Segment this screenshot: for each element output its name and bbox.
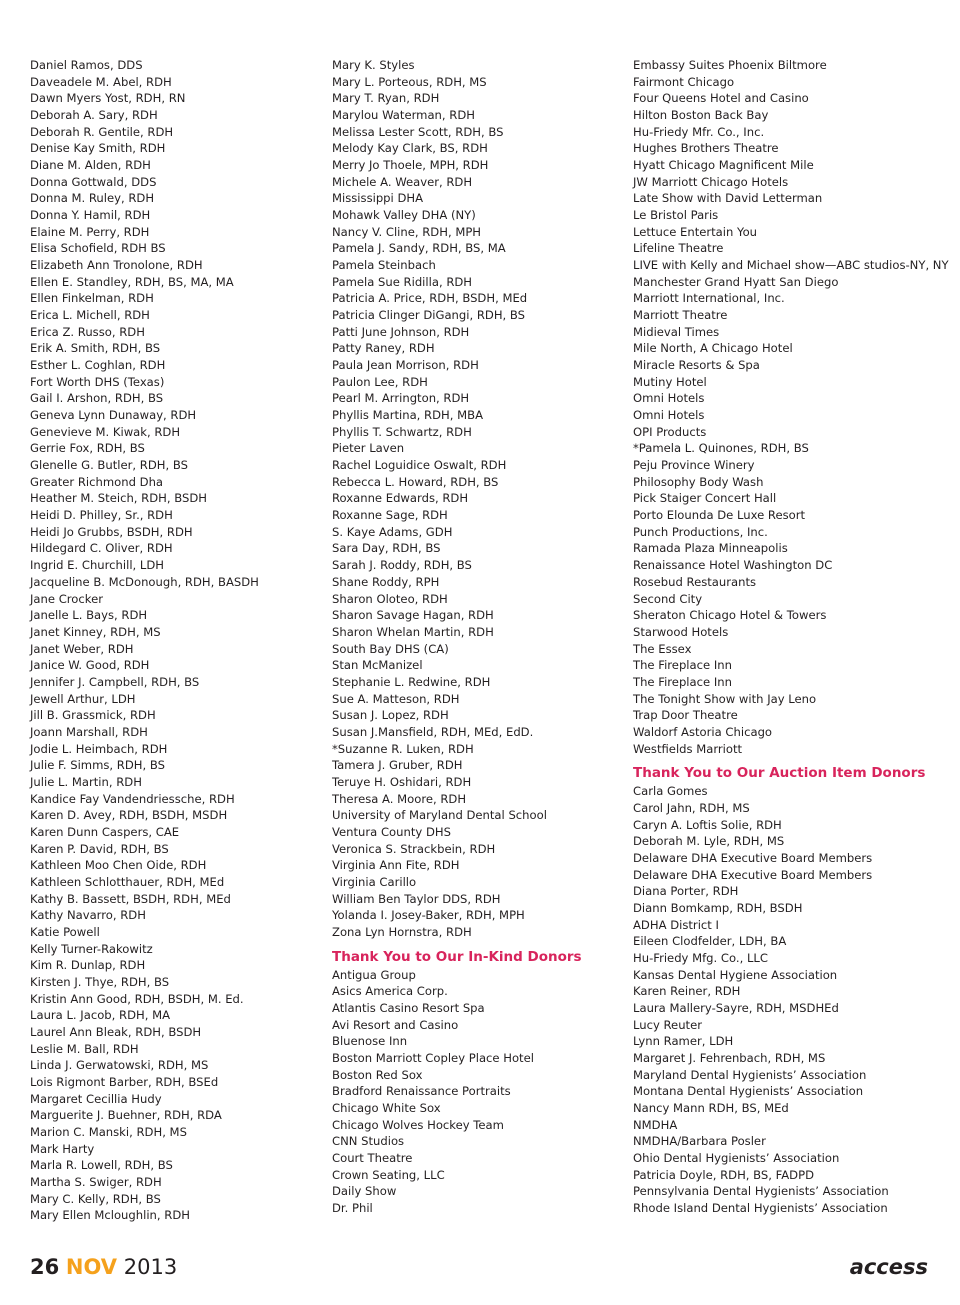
list-item: Mohawk Valley DHA (NY): [332, 208, 476, 223]
list-item: Laura Mallery-Sayre, RDH, MSDHEd: [633, 1000, 839, 1015]
list-item: Donna M. Ruley, RDH: [30, 191, 155, 206]
list-item: Pieter Laven: [332, 441, 405, 456]
list-item: Phyllis Martina, RDH, MBA: [332, 408, 484, 423]
list-item: Marylou Waterman, RDH: [332, 108, 475, 123]
column-1: [30, 57, 320, 1224]
list-item: Phyllis T. Schwartz, RDH: [332, 424, 472, 439]
list-item: Embassy Suites Phoenix Biltmore: [633, 58, 827, 72]
list-item: Heidi D. Philley, Sr., RDH: [30, 508, 173, 523]
section-heading: Thank You to Our Auction Item Donors: [633, 765, 926, 782]
list-item: *Pamela L. Quinones, RDH, BS: [633, 441, 809, 456]
list-item: Hu-Friedy Mfr. Co., Inc.: [633, 124, 765, 139]
list-item: Kim R. Dunlap, RDH: [30, 958, 146, 973]
list-item: Kathy B. Bassett, BSDH, RDH, MEd: [30, 891, 231, 906]
list-item: Second City: [633, 591, 703, 606]
list-item: Delaware DHA Executive Board Members: [633, 867, 873, 882]
list-item: Kathy Navarro, RDH: [30, 908, 146, 923]
list-item: Bluenose Inn: [332, 1034, 408, 1049]
list-item: University of Maryland Dental School: [332, 808, 547, 823]
list-item: Genevieve M. Kiwak, RDH: [30, 424, 181, 439]
list-item: Patty Raney, RDH: [332, 341, 435, 356]
list-item: Elaine M. Perry, RDH: [30, 224, 150, 239]
list-item: Kansas Dental Hygiene Association: [633, 967, 838, 982]
donor-list: [30, 57, 320, 1224]
list-item: Erica L. Michell, RDH: [30, 308, 150, 323]
list-item: Mississippi DHA: [332, 191, 424, 206]
list-item: The Fireplace Inn: [633, 674, 732, 689]
list-item: Patricia Clinger DiGangi, RDH, BS: [332, 308, 526, 323]
list-item: Nancy Mann RDH, BS, MEd: [633, 1100, 789, 1115]
list-item: Mary K. Styles: [332, 58, 415, 72]
column-2: [332, 57, 622, 1217]
list-item: Janelle L. Bays, RDH: [30, 608, 148, 623]
list-item: Margaret J. Fehrenbach, RDH, MS: [633, 1050, 826, 1065]
list-item: Greater Richmond Dha: [30, 474, 164, 489]
list-item: Sharon Savage Hagan, RDH: [332, 608, 494, 623]
list-item: Fairmont Chicago: [633, 74, 735, 89]
list-item: Ramada Plaza Minneapolis: [633, 541, 788, 556]
list-item: Ventura County DHS: [332, 824, 451, 839]
list-item: Diana Porter, RDH: [633, 884, 739, 899]
list-item: Kirsten J. Thye, RDH, BS: [30, 974, 170, 989]
list-item: Karen Dunn Caspers, CAE: [30, 824, 180, 839]
list-item: Teruye H. Oshidari, RDH: [332, 774, 472, 789]
list-item: Ellen E. Standley, RDH, BS, MA, MA: [30, 274, 234, 289]
list-item: Lifeline Theatre: [633, 241, 724, 256]
column-3: [633, 57, 953, 1217]
list-item: Miracle Resorts & Spa: [633, 358, 760, 373]
list-item: Pearl M. Arrington, RDH: [332, 391, 470, 406]
list-item: Sharon Whelan Martin, RDH: [332, 624, 494, 639]
list-item: Veronica S. Strackbein, RDH: [332, 841, 496, 856]
list-item: Yolanda I. Josey-Baker, RDH, MPH: [332, 908, 525, 923]
donor-list: [332, 57, 622, 941]
list-item: Daniel Ramos, DDS: [30, 58, 143, 72]
list-item: Rachel Loguidice Oswalt, RDH: [332, 458, 507, 473]
list-item: Esther L. Coghlan, RDH: [30, 358, 166, 373]
list-item: Jane Crocker: [30, 591, 103, 606]
list-item: Zona Lyn Hornstra, RDH: [332, 924, 472, 939]
list-item: Paula Jean Morrison, RDH: [332, 358, 479, 373]
list-item: Dawn Myers Yost, RDH, RN: [30, 91, 186, 106]
list-item: Laurel Ann Bleak, RDH, BSDH: [30, 1024, 202, 1039]
list-item: Midieval Times: [633, 324, 720, 339]
list-item: Avi Resort and Casino: [332, 1017, 459, 1032]
list-item: Sarah J. Roddy, RDH, BS: [332, 558, 472, 573]
list-item: Katie Powell: [30, 924, 100, 939]
list-item: Delaware DHA Executive Board Members: [633, 850, 873, 865]
list-item: Virginia Carillo: [332, 874, 417, 889]
list-item: Maryland Dental Hygienists’ Association: [633, 1067, 867, 1082]
list-item: CNN Studios: [332, 1134, 405, 1149]
list-item: Pamela J. Sandy, RDH, BS, MA: [332, 241, 506, 256]
page-footer-date: [30, 1253, 177, 1281]
list-item: LIVE with Kelly and Michael show—ABC studios-NY, NY: [633, 258, 949, 273]
list-item: Roxanne Edwards, RDH: [332, 491, 469, 506]
list-item: Pamela Steinbach: [332, 258, 436, 273]
publication-name: access: [849, 1255, 928, 1279]
list-item: Rebecca L. Howard, RDH, BS: [332, 474, 499, 489]
list-item: Margaret Cecillia Hudy: [30, 1091, 162, 1106]
list-item: Stephanie L. Redwine, RDH: [332, 674, 491, 689]
list-item: Patricia Doyle, RDH, BS, FADPD: [633, 1167, 815, 1182]
list-item: Nancy V. Cline, RDH, MPH: [332, 224, 482, 239]
list-item: S. Kaye Adams, GDH: [332, 524, 453, 539]
list-item: Virginia Ann Fite, RDH: [332, 858, 460, 873]
list-item: Donna Gottwald, DDS: [30, 174, 157, 189]
list-item: Elizabeth Ann Tronolone, RDH: [30, 258, 203, 273]
list-item: Bradford Renaissance Portraits: [332, 1084, 511, 1099]
list-item: Carla Gomes: [633, 784, 708, 799]
list-item: *Suzanne R. Luken, RDH: [332, 741, 474, 756]
list-item: Le Bristol Paris: [633, 208, 719, 223]
list-item: Ellen Finkelman, RDH: [30, 291, 154, 306]
list-item: Rhode Island Dental Hygienists’ Association: [633, 1201, 888, 1216]
list-item: Mary T. Ryan, RDH: [332, 91, 440, 106]
list-item: Crown Seating, LLC: [332, 1167, 445, 1182]
list-item: Julie L. Martin, RDH: [30, 774, 142, 789]
list-item: Gail I. Arshon, RDH, BS: [30, 391, 164, 406]
list-item: Lucy Reuter: [633, 1017, 702, 1032]
list-item: Susan J.Mansfield, RDH, MEd, EdD.: [332, 724, 534, 739]
list-item: Omni Hotels: [633, 408, 705, 423]
list-item: Susan J. Lopez, RDH: [332, 708, 449, 723]
list-item: Hyatt Chicago Magnificent Mile: [633, 158, 814, 173]
list-item: Sue A. Matteson, RDH: [332, 691, 460, 706]
list-item: Antigua Group: [332, 967, 416, 982]
list-item: Mary C. Kelly, RDH, BS: [30, 1191, 161, 1206]
list-item: Caryn A. Loftis Solie, RDH: [633, 817, 782, 832]
list-item: Jewell Arthur, LDH: [30, 691, 136, 706]
list-item: Elisa Schofield, RDH BS: [30, 241, 166, 256]
list-item: Shane Roddy, RPH: [332, 574, 440, 589]
list-item: Melissa Lester Scott, RDH, BS: [332, 124, 504, 139]
list-item: Sheraton Chicago Hotel & Towers: [633, 608, 827, 623]
list-item: Jennifer J. Campbell, RDH, BS: [30, 674, 200, 689]
list-item: Fort Worth DHS (Texas): [30, 374, 165, 389]
list-item: Porto Elounda De Luxe Resort: [633, 508, 806, 523]
list-item: Asics America Corp.: [332, 984, 448, 999]
list-item: Deborah R. Gentile, RDH: [30, 124, 174, 139]
list-item: Lynn Ramer, LDH: [633, 1034, 734, 1049]
list-item: Kristin Ann Good, RDH, BSDH, M. Ed.: [30, 991, 244, 1006]
list-item: NMDHA/Barbara Posler: [633, 1134, 766, 1149]
list-item: Stan McManizel: [332, 658, 423, 673]
list-item: Daveadele M. Abel, RDH: [30, 74, 172, 89]
donor-list: [633, 783, 953, 1216]
list-item: Atlantis Casino Resort Spa: [332, 1000, 485, 1015]
list-item: Sara Day, RDH, BS: [332, 541, 441, 556]
list-item: Starwood Hotels: [633, 624, 729, 639]
list-item: Patricia A. Price, RDH, BSDH, MEd: [332, 291, 528, 306]
list-item: Westfields Marriott: [633, 741, 743, 756]
list-item: Theresa A. Moore, RDH: [332, 791, 467, 806]
list-item: Hu-Friedy Mfg. Co., LLC: [633, 950, 768, 965]
list-item: Four Queens Hotel and Casino: [633, 91, 809, 106]
list-item: Janice W. Good, RDH: [30, 658, 150, 673]
list-item: Hildegard C. Oliver, RDH: [30, 541, 173, 556]
list-item: Mary Ellen Mcloughlin, RDH: [30, 1208, 190, 1223]
list-item: Martha S. Swiger, RDH: [30, 1175, 162, 1190]
list-item: Merry Jo Thoele, MPH, RDH: [332, 158, 489, 173]
list-item: Mutiny Hotel: [633, 374, 707, 389]
list-item: Joann Marshall, RDH: [30, 724, 148, 739]
list-item: Pennsylvania Dental Hygienists’ Association: [633, 1184, 889, 1199]
list-item: Kandice Fay Vandendriessche, RDH: [30, 791, 235, 806]
list-item: Court Theatre: [332, 1151, 413, 1165]
list-item: Diann Bomkamp, RDH, BSDH: [633, 900, 803, 915]
list-item: Heather M. Steich, RDH, BSDH: [30, 491, 207, 506]
donor-list: [332, 967, 622, 1217]
list-item: Mile North, A Chicago Hotel: [633, 341, 793, 356]
list-item: Manchester Grand Hyatt San Diego: [633, 274, 839, 289]
list-item: Kathleen Schlotthauer, RDH, MEd: [30, 874, 225, 889]
list-item: Geneva Lynn Dunaway, RDH: [30, 408, 197, 423]
list-item: The Essex: [633, 641, 692, 656]
list-item: Julie F. Simms, RDH, BS: [30, 758, 165, 773]
list-item: Janet Kinney, RDH, MS: [30, 624, 161, 639]
issue-year: 2013: [123, 1255, 178, 1279]
list-item: Punch Productions, Inc.: [633, 524, 768, 539]
list-item: Marriott International, Inc.: [633, 291, 785, 306]
list-item: Gerrie Fox, RDH, BS: [30, 441, 145, 456]
list-item: Pamela Sue Ridilla, RDH: [332, 274, 473, 289]
list-item: Trap Door Theatre: [633, 708, 738, 723]
list-item: Paulon Lee, RDH: [332, 374, 428, 389]
list-item: Hughes Brothers Theatre: [633, 141, 779, 156]
list-item: Erik A. Smith, RDH, BS: [30, 341, 161, 356]
list-item: Erica Z. Russo, RDH: [30, 324, 145, 339]
list-item: Melody Kay Clark, BS, RDH: [332, 141, 488, 156]
page-number: 26: [30, 1255, 60, 1279]
list-item: Montana Dental Hygienists’ Association: [633, 1084, 864, 1099]
list-item: Ingrid E. Churchill, LDH: [30, 558, 165, 573]
list-item: Heidi Jo Grubbs, BSDH, RDH: [30, 524, 193, 539]
list-item: Diane M. Alden, RDH: [30, 158, 151, 173]
issue-month: NOV: [65, 1255, 118, 1279]
list-item: Tamera J. Gruber, RDH: [332, 758, 463, 773]
list-item: Carol Jahn, RDH, MS: [633, 800, 750, 815]
list-item: Roxanne Sage, RDH: [332, 508, 448, 523]
list-item: ADHA District I: [633, 917, 719, 932]
list-item: Mary L. Porteous, RDH, MS: [332, 74, 487, 89]
section-heading: Thank You to Our In-Kind Donors: [332, 948, 582, 965]
list-item: Renaissance Hotel Washington DC: [633, 558, 833, 573]
list-item: Michele A. Weaver, RDH: [332, 174, 473, 189]
list-item: Laura L. Jacob, RDH, MA: [30, 1008, 171, 1023]
list-item: Jill B. Grassmick, RDH: [30, 708, 156, 723]
list-item: Donna Y. Hamil, RDH: [30, 208, 151, 223]
list-item: Jacqueline B. McDonough, RDH, BASDH: [30, 574, 259, 589]
list-item: Omni Hotels: [633, 391, 705, 406]
list-item: Marla R. Lowell, RDH, BS: [30, 1158, 173, 1173]
list-item: Kelly Turner-Rakowitz: [30, 941, 153, 956]
list-item: Chicago White Sox: [332, 1100, 441, 1115]
list-item: Rosebud Restaurants: [633, 574, 757, 589]
list-item: Patti June Johnson, RDH: [332, 324, 470, 339]
list-item: Pick Staiger Concert Hall: [633, 491, 777, 506]
list-item: Sharon Oloteo, RDH: [332, 591, 448, 606]
list-item: Hilton Boston Back Bay: [633, 108, 769, 123]
list-item: Eileen Clodfelder, LDH, BA: [633, 934, 787, 949]
list-item: Boston Red Sox: [332, 1067, 423, 1082]
list-item: Leslie M. Ball, RDH: [30, 1041, 139, 1056]
list-item: Marriott Theatre: [633, 308, 728, 323]
list-item: Peju Province Winery: [633, 458, 755, 473]
list-item: Daily Show: [332, 1184, 397, 1199]
list-item: Denise Kay Smith, RDH: [30, 141, 166, 156]
list-item: Linda J. Gerwatowski, RDH, MS: [30, 1058, 209, 1073]
list-item: Marion C. Manski, RDH, MS: [30, 1125, 187, 1139]
list-item: Glenelle G. Butler, RDH, BS: [30, 458, 188, 473]
list-item: Kathleen Moo Chen Oide, RDH: [30, 858, 207, 873]
list-item: Dr. Phil: [332, 1201, 373, 1216]
list-item: Lois Rigmont Barber, RDH, BSEd: [30, 1074, 219, 1089]
list-item: NMDHA: [633, 1117, 678, 1132]
list-item: Ohio Dental Hygienists’ Association: [633, 1151, 840, 1165]
list-item: Janet Weber, RDH: [30, 641, 134, 656]
list-item: The Fireplace Inn: [633, 658, 732, 673]
list-item: OPI Products: [633, 424, 707, 439]
list-item: Waldorf Astoria Chicago: [633, 724, 773, 739]
list-item: Philosophy Body Wash: [633, 474, 764, 489]
list-item: Marguerite J. Buehner, RDH, RDA: [30, 1108, 222, 1123]
list-item: Karen D. Avey, RDH, BSDH, MSDH: [30, 808, 228, 823]
list-item: JW Marriott Chicago Hotels: [633, 174, 789, 189]
list-item: Deborah A. Sary, RDH: [30, 108, 158, 123]
list-item: Lettuce Entertain You: [633, 224, 758, 239]
list-item: South Bay DHS (CA): [332, 641, 449, 656]
list-item: Deborah M. Lyle, RDH, MS: [633, 834, 785, 849]
list-item: Karen Reiner, RDH: [633, 984, 741, 999]
list-item: Jodie L. Heimbach, RDH: [30, 741, 168, 756]
list-item: Mark Harty: [30, 1141, 95, 1156]
donor-list: [633, 57, 953, 757]
list-item: Karen P. David, RDH, BS: [30, 841, 169, 856]
list-item: William Ben Taylor DDS, RDH: [332, 891, 501, 906]
list-item: The Tonight Show with Jay Leno: [633, 691, 817, 706]
list-item: Boston Marriott Copley Place Hotel: [332, 1050, 534, 1065]
list-item: Chicago Wolves Hockey Team: [332, 1117, 504, 1132]
list-item: Late Show with David Letterman: [633, 191, 823, 206]
